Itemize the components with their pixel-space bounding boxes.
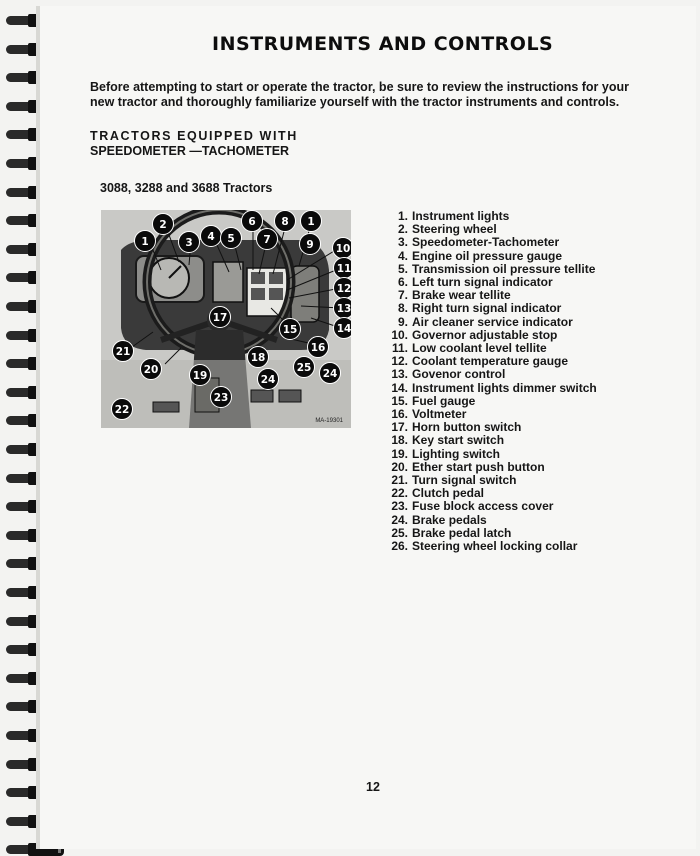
callout-marker: 21	[112, 340, 134, 362]
callout-marker: 17	[209, 306, 231, 328]
callout-marker: 24	[257, 368, 279, 390]
legend-number: 1.	[397, 209, 408, 223]
callout-marker: 6	[241, 210, 263, 232]
legend-label: Low coolant level tellite	[412, 341, 547, 356]
legend-label: Govenor control	[412, 367, 506, 382]
legend-number: 11.	[391, 341, 408, 356]
legend-label: Speedometer-Tachometer	[412, 235, 560, 250]
legend-item	[384, 434, 597, 447]
models-caption: 3088, 3288 and 3688 Tractors	[100, 181, 273, 195]
legend-label: Lighting switch	[412, 446, 500, 461]
legend-label: Horn button switch	[412, 420, 522, 435]
legend-label: Right turn signal indicator	[412, 301, 562, 316]
callout-marker: 15	[279, 318, 301, 340]
callout-marker: 10	[332, 237, 351, 259]
legend-label: Fuel gauge	[412, 393, 476, 408]
callout-marker: 12	[333, 277, 351, 299]
callout-marker: 23	[210, 386, 232, 408]
legend-number: 14.	[391, 380, 408, 395]
legend-number: 8.	[397, 301, 408, 316]
legend-item	[384, 540, 597, 553]
legend-label: Brake wear tellite	[412, 288, 511, 303]
legend-item	[384, 448, 597, 461]
callout-marker: 22	[111, 398, 133, 420]
legend-number: 22.	[391, 486, 408, 501]
callout-marker: 20	[140, 358, 162, 380]
legend-number: 17.	[391, 420, 408, 435]
legend-label: Voltmeter	[412, 407, 467, 422]
section-heading-line1: TRACTORS EQUIPPED WITH	[90, 129, 298, 143]
legend-number: 16.	[391, 407, 408, 422]
callout-marker: 16	[307, 336, 329, 358]
callout-marker: 1	[300, 210, 322, 232]
legend-label: Transmission oil pressure tellite	[412, 261, 596, 276]
callout-marker: 13	[333, 297, 351, 319]
legend-label: Key start switch	[412, 433, 505, 448]
legend-number: 4.	[397, 248, 408, 263]
callout-marker: 4	[200, 225, 222, 247]
legend-label: Ether start push button	[412, 459, 545, 474]
legend-number: 9.	[397, 314, 408, 329]
callout-marker: 19	[189, 364, 211, 386]
legend-label: Left turn signal indicator	[412, 275, 553, 290]
legend-item	[384, 316, 597, 329]
legend-label: Instrument lights	[412, 209, 510, 223]
legend-label: Instrument lights dimmer switch	[412, 380, 597, 395]
legend-label: Fuse block access cover	[412, 499, 554, 514]
legend-item	[384, 382, 597, 395]
legend-number: 25.	[391, 525, 408, 540]
legend-label: Turn signal switch	[412, 473, 517, 488]
legend-number: 13.	[391, 367, 408, 382]
legend-number: 21.	[391, 473, 408, 488]
callout-marker: 3	[178, 231, 200, 253]
legend-number: 10.	[391, 327, 408, 342]
page-title: INSTRUMENTS AND CONTROLS	[212, 33, 554, 55]
legend-number: 24.	[391, 512, 408, 527]
legend-item	[384, 514, 597, 527]
legend-number: 23.	[391, 499, 408, 514]
legend-item	[384, 302, 597, 315]
callout-marker: 11	[333, 257, 351, 279]
legend-number: 3.	[397, 235, 408, 250]
legend-number: 19.	[391, 446, 408, 461]
legend-number: 12.	[391, 354, 408, 369]
legend-item	[384, 250, 597, 263]
callout-marker: 14	[333, 317, 351, 339]
callout-marker: 7	[256, 228, 278, 250]
legend-label: Brake pedals	[412, 512, 487, 527]
controls-legend	[384, 210, 597, 553]
callout-marker: 18	[247, 346, 269, 368]
legend-label: Engine oil pressure gauge	[412, 248, 563, 263]
legend-number: 7.	[397, 288, 408, 303]
legend-number: 6.	[397, 275, 408, 290]
legend-number: 20.	[391, 459, 408, 474]
legend-label: Steering wheel	[412, 222, 497, 237]
legend-item	[384, 500, 597, 513]
legend-label: Air cleaner service indicator	[412, 314, 573, 329]
section-heading-line2: SPEEDOMETER —TACHOMETER	[90, 144, 290, 158]
legend-item	[384, 236, 597, 249]
legend-item	[384, 368, 597, 381]
callout-marker: 1	[134, 230, 156, 252]
dashboard-diagram	[101, 210, 351, 428]
legend-number: 26.	[391, 539, 408, 554]
legend-label: Brake pedal latch	[412, 525, 512, 540]
callout-marker: 25	[293, 356, 315, 378]
callout-marker: 2	[152, 213, 174, 235]
figure-code: MA-19301	[315, 418, 343, 424]
legend-number: 2.	[397, 222, 408, 237]
section-heading	[90, 129, 298, 159]
callout-marker: 8	[274, 210, 296, 232]
callout-marker: 5	[220, 227, 242, 249]
page-number: 12	[366, 780, 380, 794]
legend-label: Coolant temperature gauge	[412, 354, 569, 369]
legend-number: 15.	[391, 393, 408, 408]
legend-label: Steering wheel locking collar	[412, 539, 578, 554]
callout-marker: 9	[299, 233, 321, 255]
callout-marker: 24	[319, 362, 341, 384]
intro-paragraph: Before attempting to start or operate the tractor, be sure to review the instructions for your new tractor and thoroughly familiarize yourself with the tractor instruments and controls.	[90, 80, 629, 109]
legend-label: Governor adjustable stop	[412, 327, 558, 342]
legend-number: 18.	[391, 433, 408, 448]
legend-number: 5.	[397, 261, 408, 276]
legend-label: Clutch pedal	[412, 486, 485, 501]
